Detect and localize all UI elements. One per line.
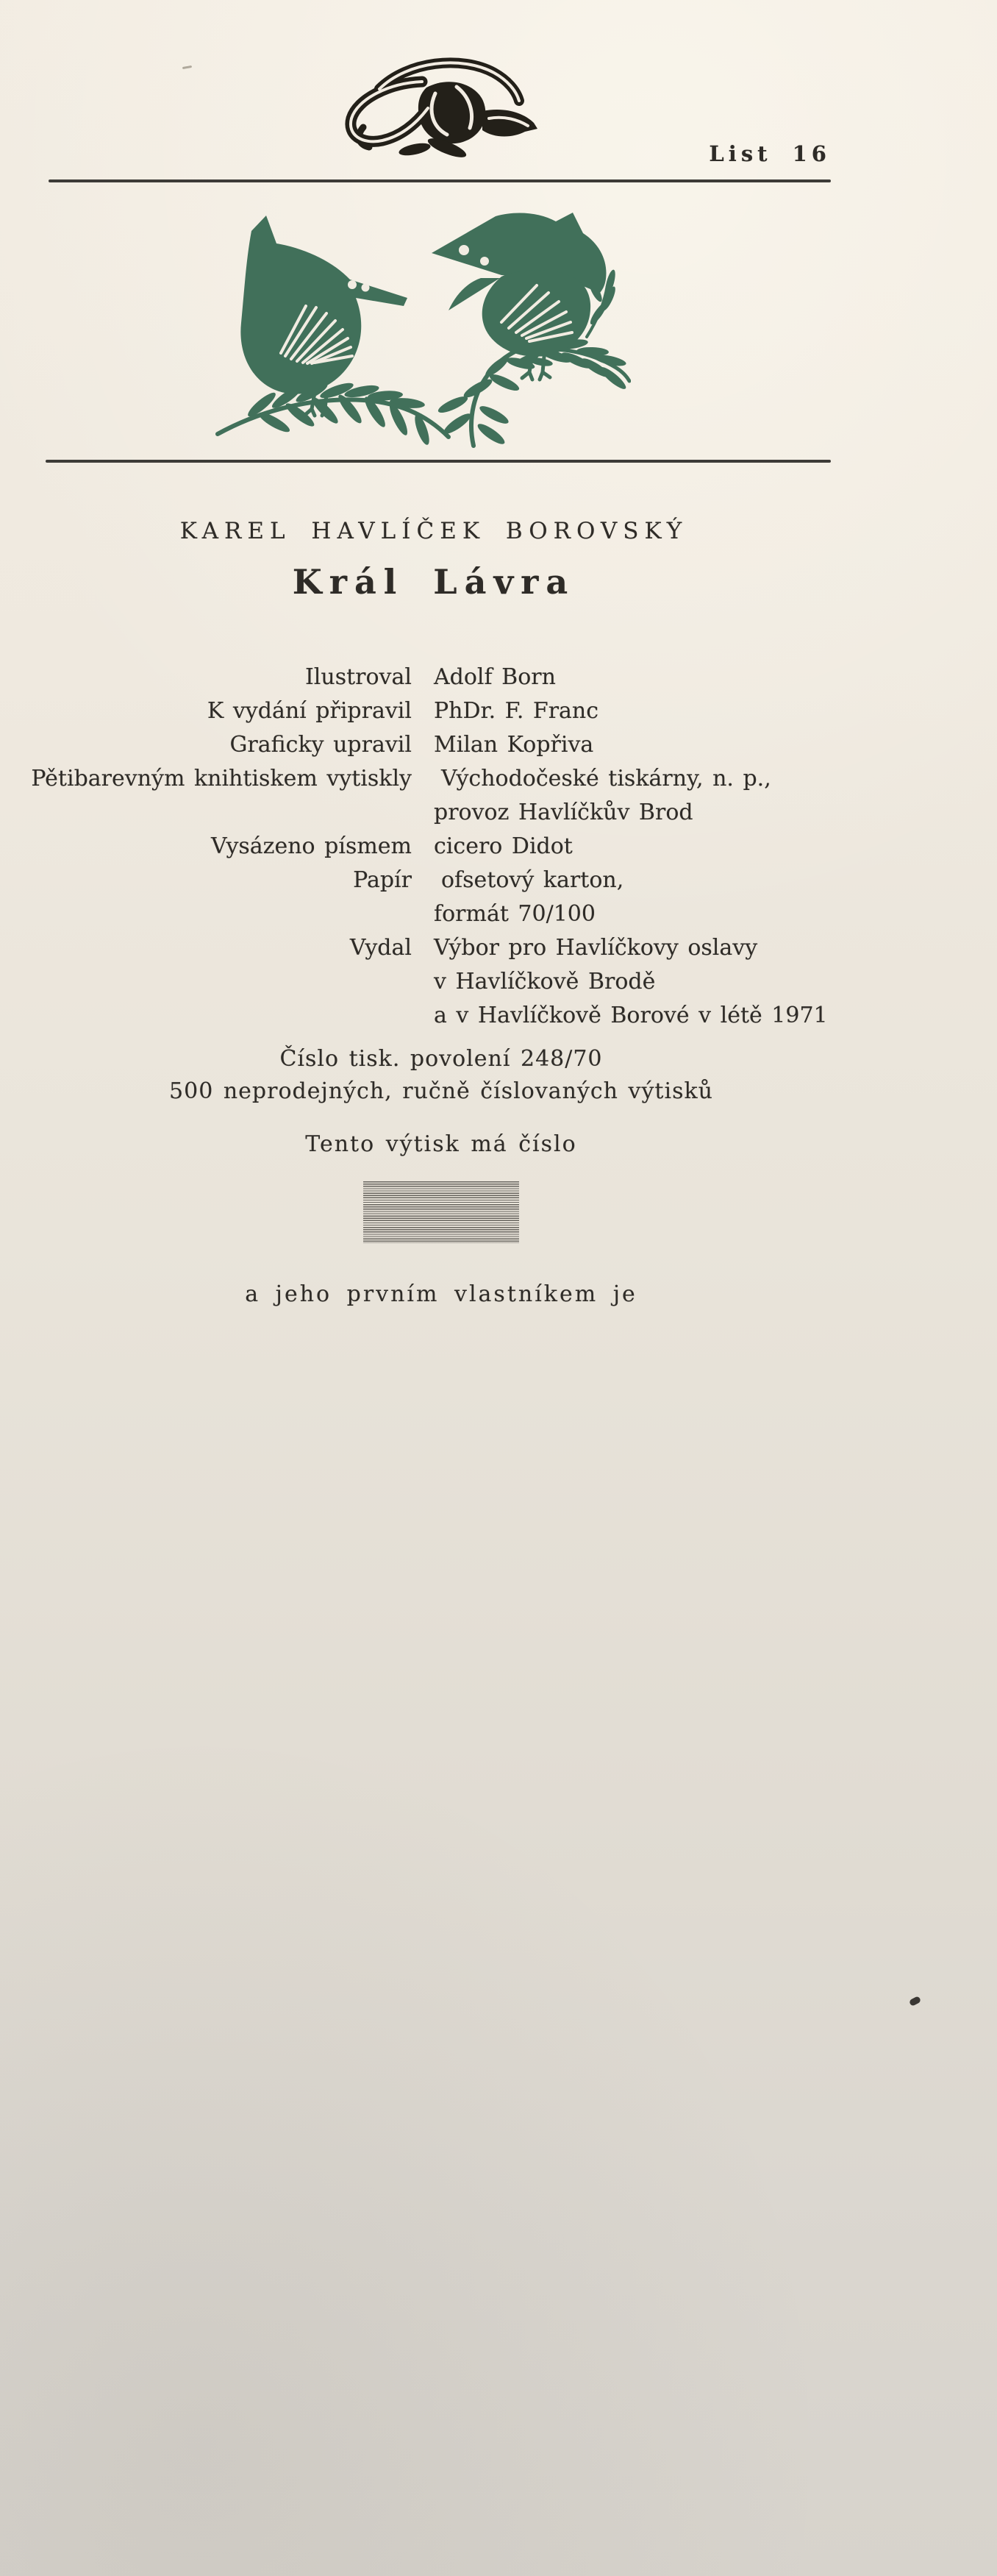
colophon-label: Graficky upravil [229, 732, 412, 758]
colophon-table [16, 661, 846, 1033]
horizontal-rule-bottom [46, 460, 831, 463]
colophon-value: Milan Kopřiva [434, 732, 594, 758]
colophon-label [16, 897, 412, 931]
colophon-value: cicero Didot [434, 833, 573, 859]
paper-smudge [182, 65, 192, 69]
colophon-label: Papír [353, 867, 412, 893]
two-birds-illustration [204, 212, 631, 449]
paper-speck [909, 1996, 921, 2007]
colophon-value: PhDr. F. Franc [434, 698, 599, 724]
print-permit-line: Číslo tisk. povolení 248/70 [279, 1046, 603, 1072]
sheet-number-label: List 16 [709, 141, 831, 166]
colophon-value: Výbor pro Havlíčkovy oslavy [434, 935, 758, 961]
colophon-label [16, 999, 412, 1033]
owner-caption: a jeho prvním vlastníkem je [245, 1281, 637, 1307]
colophon-label: Ilustroval [304, 664, 412, 690]
copy-number-stamp-area [363, 1181, 519, 1243]
colophon-value: formát 70/100 [434, 901, 596, 927]
colophon-label: Vysázeno písmem [211, 833, 412, 859]
colophon-value: Východočeské tiskárny, n. p., [441, 766, 771, 791]
colophon-value: a v Havlíčkově Borové v létě 1971 [434, 1003, 828, 1028]
author-name: KAREL HAVLÍČEK BOROVSKÝ [179, 518, 688, 544]
book-title: Král Lávra [292, 562, 576, 602]
horizontal-rule-top [49, 179, 831, 182]
colophon-value: provoz Havlíčkův Brod [434, 800, 693, 825]
colophon-value: v Havlíčkově Brodě [434, 969, 656, 995]
colophon-label: Vydal [349, 935, 412, 961]
colophon-label: Pětibarevným knihtiskem vytiskly [31, 766, 412, 791]
colophon-value: Adolf Born [434, 664, 556, 690]
copy-number-caption: Tento výtisk má číslo [305, 1131, 577, 1157]
colophon-value: ofsetový karton, [441, 867, 624, 893]
colophon-label: K vydání připravil [207, 698, 412, 724]
colophon-label [16, 965, 412, 999]
knot-rose-ornament-illustration [337, 49, 540, 163]
edition-size-line: 500 neprodejných, ručně číslovaných výtisků [169, 1078, 713, 1104]
colophon-label [16, 796, 412, 830]
